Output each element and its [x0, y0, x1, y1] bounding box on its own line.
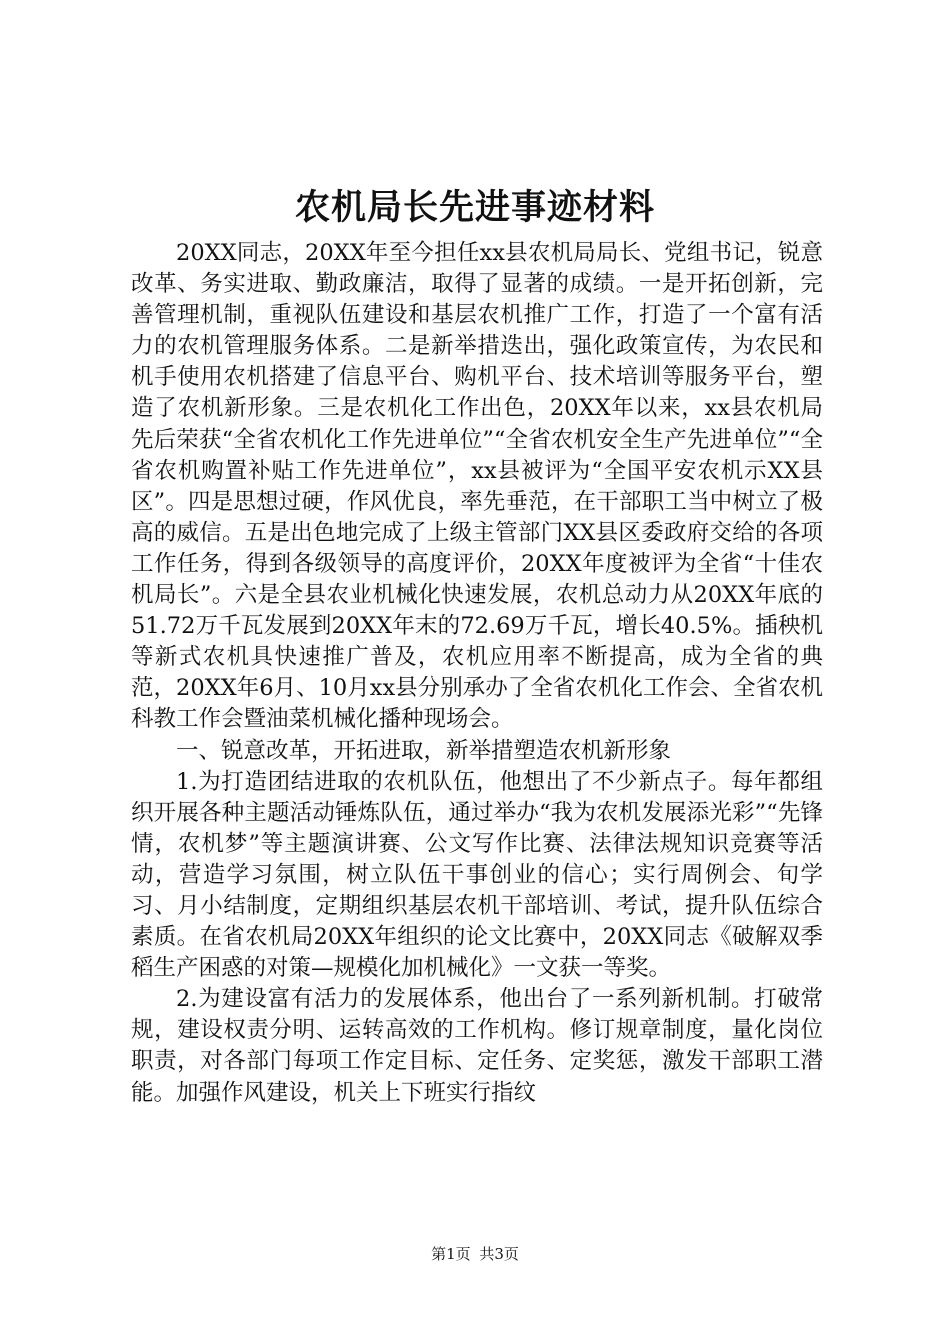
document-body — [131, 238, 823, 1109]
paragraph-item-2: 2.为建设富有活力的发展体系，他出台了一系列新机制。打破常规，建设权责分明、运转高效的工作机构。修订规章制度，量化岗位职责，对各部门每项工作定目标、定任务、定奖惩，激发干部职工潜能。加强作风建设，机关上下班实行指纹 — [131, 986, 823, 1106]
page-number: 第1页 — [431, 1245, 471, 1263]
page-footer — [0, 1244, 950, 1264]
section-heading: 一、锐意改革，开拓进取，新举措塑造农机新形象 — [176, 737, 672, 764]
paragraph-item-1: 1.为打造团结进取的农机队伍，他想出了不少新点子。每年都组织开展各种主题活动锤炼队伍，通过举办“我为农机发展添光彩”“先锋情，农机梦”等主题演讲赛、公文写作比赛、法律法规知识竞赛等活动，营造学习氛围，树立队伍干事创业的信心；实行周例会、旬学习、月小结制度，定期组织基层农机干部培训、考试，提升队伍综合素质。在省农机局20XX年组织的论文比赛中，20XX同志《破解双季稻生产困惑的对策—规模化加机械化》一文获一等奖。 — [131, 768, 823, 982]
page-total: 共3页 — [479, 1245, 519, 1263]
document-title: 农机局长先进事迹材料 — [294, 188, 655, 228]
paragraph-intro: 20XX同志，20XX年至今担任xx县农机局局长、党组书记，锐意改革、务实进取、勤政廉洁，取得了显著的成绩。一是开拓创新，完善管理机制，重视队伍建设和基层农机推广工作，打造了一个富有活力的农机管理服务体系。二是新举措迭出，强化政策宣传，为农民和机手使用农机搭建了信息平台、购机平台、技术培训等服务平台，塑造了农机新形象。三是农机化工作出色，20XX年以来，xx县农机局先后荣获“全省农机化工作先进单位”“全省农机安全生产先进单位”“全省农机购置补贴工作先进单位”，xx县被评为“全国平安农机示XX县区”。四是思想过硬，作风优良，率先垂范，在干部职工当中树立了极高的威信。五是出色地完成了上级主管部门XX县区委政府交给的各项工作任务，得到各级领导的高度评价，20XX年度被评为全省“十佳农机局长”。六是全县农业机械化快速发展，农机总动力从20XX年底的51.72万千瓦发展到20XX年末的72.69万千瓦，增长40.5%。插秧机等新式农机具快速推广普及，农机应用率不断提高，成为全省的典范，20XX年6月、10月xx县分别承办了全省农机化工作会、全省农机科教工作会暨油菜机械化播种现场会。 — [131, 240, 823, 733]
